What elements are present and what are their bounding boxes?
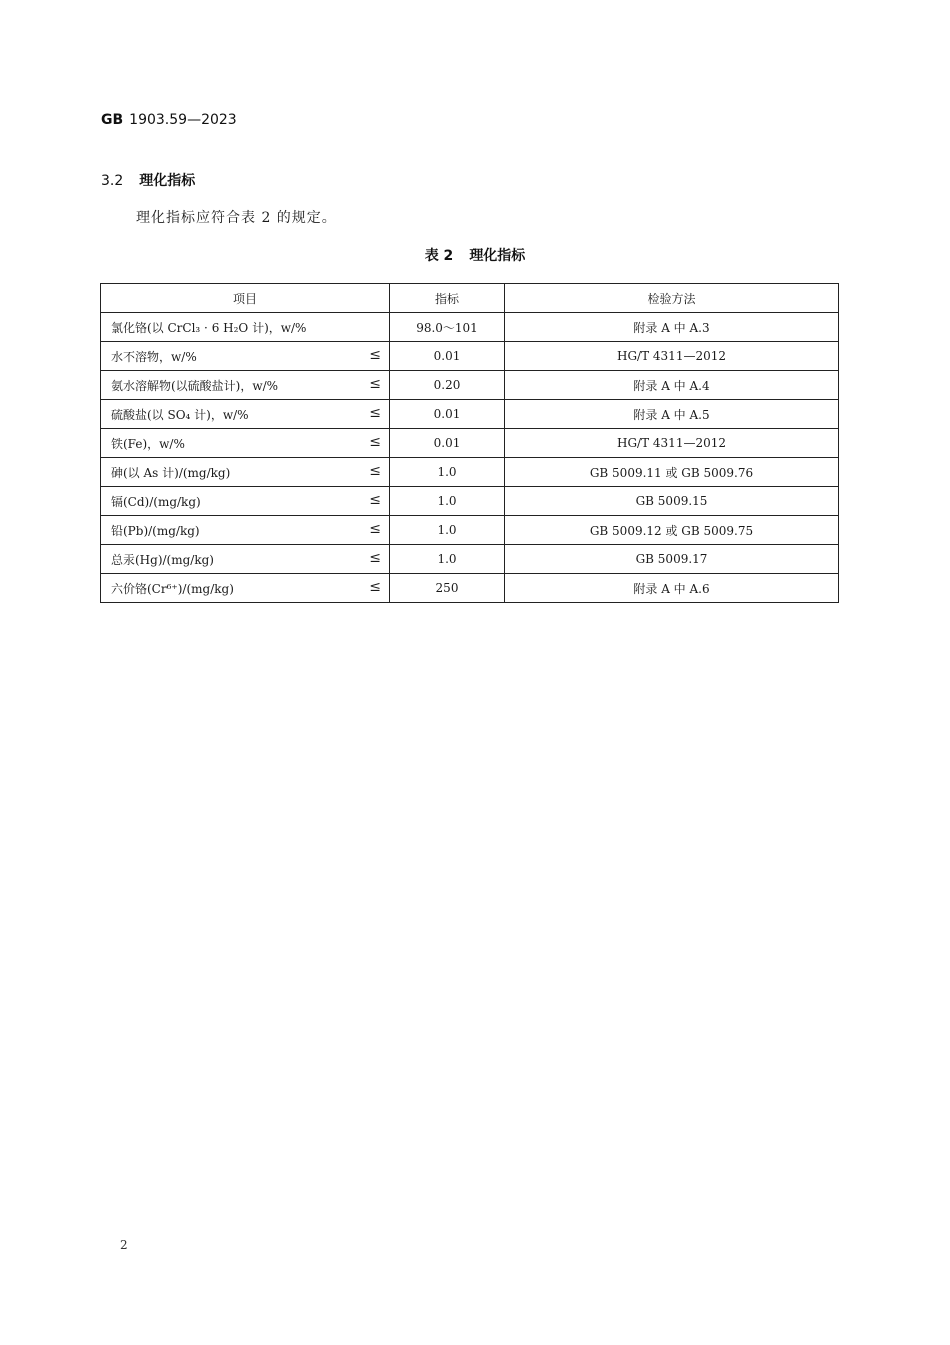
table-row <box>101 400 839 429</box>
limit-symbol: ≤ <box>369 405 381 421</box>
standard-prefix: GB <box>101 112 124 128</box>
standard-number <box>101 112 237 128</box>
section-title: 理化指标 <box>139 173 196 189</box>
table-row <box>101 574 839 603</box>
item-label: 总汞(Hg)/(mg/kg) <box>111 552 214 567</box>
item-label: 铁(Fe)，w/% <box>111 436 185 451</box>
item-cell <box>101 313 390 342</box>
method-cell: GB 5009.11 或 GB 5009.76 <box>505 458 839 487</box>
limit-symbol: ≤ <box>369 550 381 566</box>
limit-symbol: ≤ <box>369 463 381 479</box>
table-row <box>101 313 839 342</box>
value-cell: 1.0 <box>390 487 505 516</box>
value-cell: 0.01 <box>390 400 505 429</box>
limit-symbol: ≤ <box>369 492 381 508</box>
item-label: 砷(以 As 计)/(mg/kg) <box>111 465 231 480</box>
item-cell <box>101 342 390 371</box>
value-cell: 1.0 <box>390 458 505 487</box>
item-cell <box>101 516 390 545</box>
item-label: 水不溶物，w/% <box>111 349 197 364</box>
method-cell: HG/T 4311—2012 <box>505 429 839 458</box>
item-cell <box>101 429 390 458</box>
method-cell: HG/T 4311—2012 <box>505 342 839 371</box>
item-label: 氨水溶解物(以硫酸盐计)，w/% <box>111 378 279 393</box>
table-row <box>101 342 839 371</box>
limit-symbol: ≤ <box>369 579 381 595</box>
item-label: 硫酸盐(以 SO₄ 计)，w/% <box>111 407 249 422</box>
table-number: 表 2 <box>424 248 454 264</box>
method-cell: 附录 A 中 A.5 <box>505 400 839 429</box>
value-cell: 250 <box>390 574 505 603</box>
limit-symbol: ≤ <box>369 376 381 392</box>
table-caption <box>0 245 950 265</box>
section-number: 3.2 <box>101 173 124 189</box>
value-cell: 0.20 <box>390 371 505 400</box>
item-cell <box>101 371 390 400</box>
header-item: 项目 <box>101 284 390 313</box>
item-cell <box>101 458 390 487</box>
method-cell: 附录 A 中 A.6 <box>505 574 839 603</box>
table-row <box>101 516 839 545</box>
table-title: 理化指标 <box>469 248 526 264</box>
table-row <box>101 458 839 487</box>
value-cell: 1.0 <box>390 516 505 545</box>
table-header-row <box>101 284 839 313</box>
method-cell: GB 5009.12 或 GB 5009.75 <box>505 516 839 545</box>
table-row <box>101 487 839 516</box>
item-cell <box>101 574 390 603</box>
value-cell: 0.01 <box>390 342 505 371</box>
spec-table <box>100 283 839 603</box>
item-label: 六价铬(Cr⁶⁺)/(mg/kg) <box>111 581 234 596</box>
method-cell: GB 5009.17 <box>505 545 839 574</box>
method-cell: 附录 A 中 A.4 <box>505 371 839 400</box>
item-cell <box>101 400 390 429</box>
item-cell <box>101 487 390 516</box>
method-cell: 附录 A 中 A.3 <box>505 313 839 342</box>
limit-symbol: ≤ <box>369 434 381 450</box>
item-label: 镉(Cd)/(mg/kg) <box>111 494 201 509</box>
page-number: 2 <box>120 1238 128 1252</box>
item-label: 氯化铬(以 CrCl₃ · 6 H₂O 计)，w/% <box>111 320 307 335</box>
header-method: 检验方法 <box>505 284 839 313</box>
standard-code: 1903.59—2023 <box>129 112 237 128</box>
header-value: 指标 <box>390 284 505 313</box>
limit-symbol: ≤ <box>369 521 381 537</box>
table-row <box>101 371 839 400</box>
section-heading <box>101 170 195 190</box>
value-cell: 1.0 <box>390 545 505 574</box>
table-row <box>101 545 839 574</box>
value-cell: 0.01 <box>390 429 505 458</box>
item-label: 铅(Pb)/(mg/kg) <box>111 523 200 538</box>
item-cell <box>101 545 390 574</box>
value-cell: 98.0～101 <box>390 313 505 342</box>
table-row <box>101 429 839 458</box>
limit-symbol: ≤ <box>369 347 381 363</box>
body-paragraph: 理化指标应符合表 2 的规定。 <box>136 210 337 226</box>
method-cell: GB 5009.15 <box>505 487 839 516</box>
